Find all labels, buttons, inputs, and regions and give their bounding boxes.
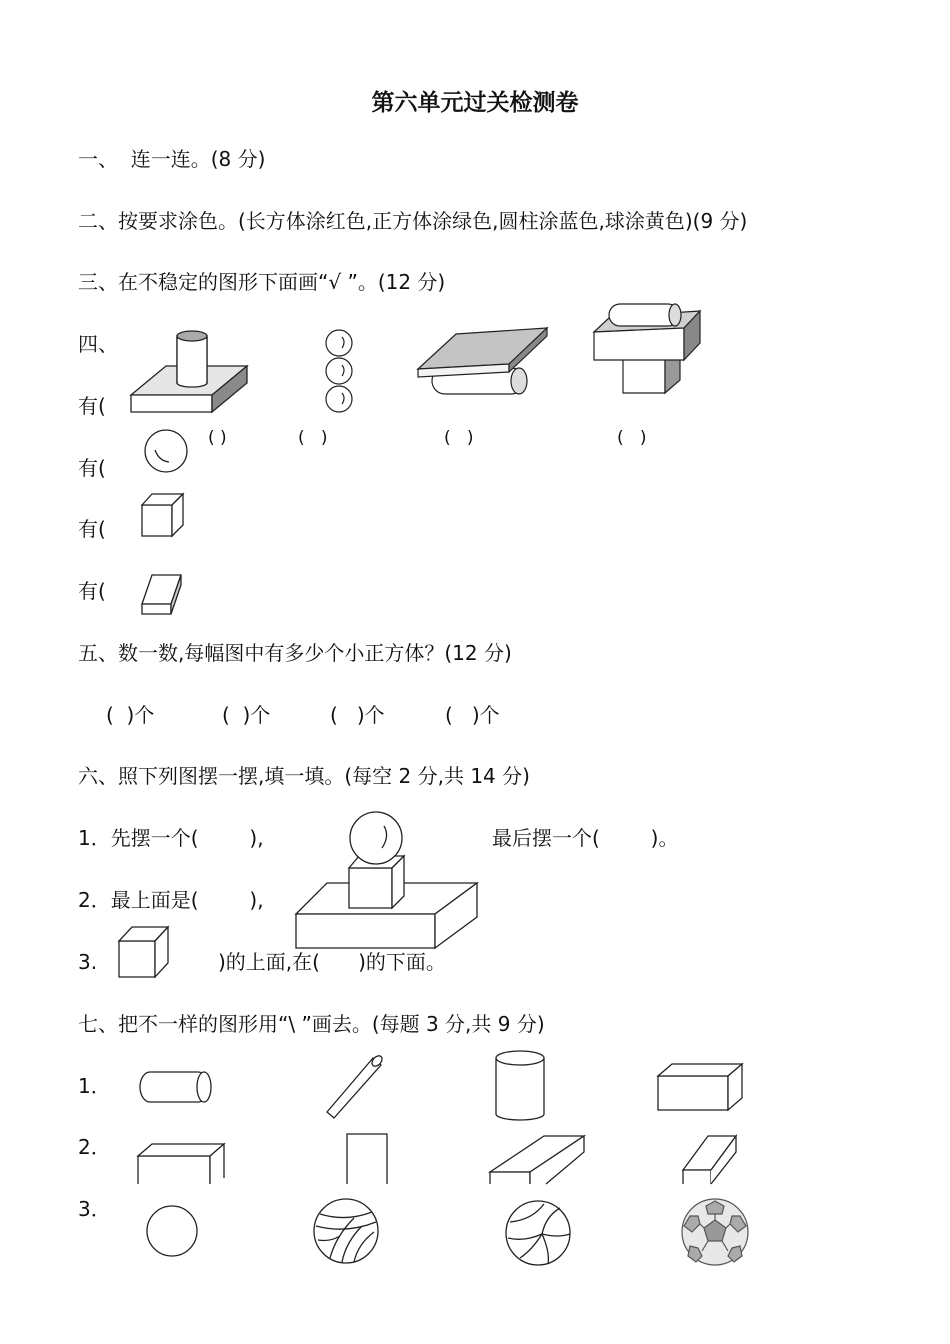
soccer-ball-icon — [678, 1196, 752, 1268]
cuboid-icon — [136, 570, 192, 620]
q5-blank-3: ( )个 — [330, 703, 385, 727]
q5-blank-1: ( )个 — [106, 703, 155, 727]
question-7: 七、把不一样的图形用“\ ”画去。(每题 3 分,共 9 分) — [78, 1012, 545, 1036]
long-cuboid-icon — [486, 1132, 590, 1186]
q7-row-3-label: 3． — [78, 1197, 111, 1221]
cuboid-icon-row2-a — [134, 1138, 230, 1186]
q3-answer-slot-4: ( ) — [617, 428, 647, 448]
stacked-shapes-figure — [292, 808, 482, 952]
q6-line-1b: 最后摆一个( )。 — [492, 826, 679, 850]
question-5: 五、数一数,每幅图中有多少个小正方体？(12 分) — [78, 641, 512, 665]
stacked-balls-figure — [320, 328, 360, 418]
q4-row-3: 有( — [78, 517, 106, 541]
tall-rectangle-icon — [342, 1130, 392, 1186]
q6-line-3: )的上面,在( )的下面。 — [218, 950, 446, 974]
cylinder-on-slab-figure — [126, 326, 254, 416]
volleyball-icon-2 — [502, 1198, 576, 1268]
page-title: 第六单元过关检测卷 — [371, 90, 579, 116]
board-on-cylinder-figure — [414, 322, 550, 402]
q6-line-3-number: 3. — [78, 950, 98, 974]
question-1: 一、 连一连。(8 分) — [78, 147, 266, 171]
question-3: 三、在不稳定的图形下面画“√ ”。(12 分) — [78, 270, 446, 294]
q6-line-1a: 1．先摆一个( ), — [78, 826, 264, 850]
volleyball-icon — [310, 1196, 384, 1266]
q4-row-2: 有( — [78, 456, 106, 480]
cylinder-on-table-figure — [590, 298, 704, 398]
q7-row-2-label: 2． — [78, 1135, 111, 1159]
question-6: 六、照下列图摆一摆,填一填。(每空 2 分,共 14 分) — [78, 764, 530, 788]
question-2: 二、按要求涂色。(长方体涂红色,正方体涂绿色,圆柱涂蓝色,球涂黄色)(9 分) — [78, 209, 748, 233]
cuboid-icon-row1 — [654, 1060, 748, 1116]
q3-answer-slot-3: ( ) — [444, 428, 474, 448]
q4-row-4: 有( — [78, 579, 106, 603]
sphere-icon — [142, 427, 192, 477]
q6-cube-icon — [114, 923, 174, 981]
q7-row-1-label: 1． — [78, 1074, 111, 1098]
horizontal-cylinder-icon — [136, 1068, 216, 1106]
question-4-prefix: 四、 — [78, 332, 118, 356]
q3-answer-slot-2: ( ) — [298, 428, 328, 448]
slanted-cuboid-icon — [678, 1132, 742, 1186]
q5-blank-2: ( )个 — [222, 703, 271, 727]
plain-ball-icon — [142, 1203, 202, 1261]
q3-answer-slot-1: ( ) — [208, 428, 227, 448]
cube-icon — [138, 490, 188, 540]
slanted-cylinder-icon — [322, 1052, 386, 1122]
q5-blank-4: ( )个 — [445, 703, 500, 727]
upright-cylinder-icon — [492, 1048, 548, 1124]
q4-row-1: 有( — [78, 394, 106, 418]
q6-line-2: 2．最上面是( ), — [78, 888, 264, 912]
